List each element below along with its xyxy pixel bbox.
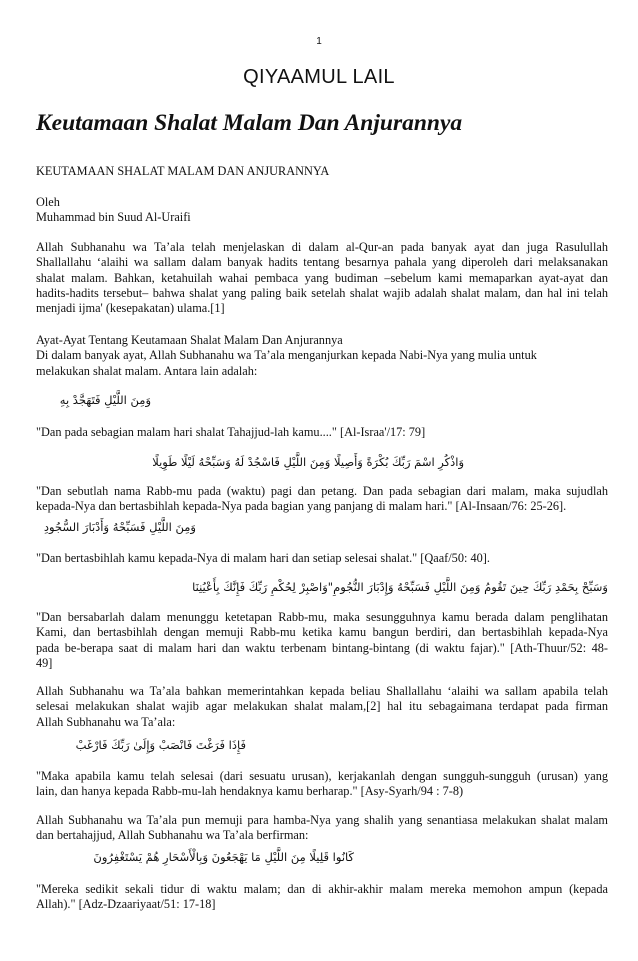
text-line: "Mereka sedikit sekali tidur di waktu malam; dan di akhir-akhir malam mereka memohon ampun (kepada bbox=[36, 882, 608, 896]
text-line: menjadi ijma' (kesepakatan) ulama.[1] bbox=[36, 301, 225, 316]
text-line: shalat malam. Bahkan, ketahuilah wahai pembaca yang budiman –sebelum kami memaparkan ayat-ayat dan bbox=[36, 270, 608, 285]
text-line: "Dan bersabarlah dalam menunggu ketetapan Rabb-mu, maka sesungguhnya kamu berada dalam penglihatan bbox=[36, 610, 608, 624]
page-number: 1 bbox=[316, 36, 322, 47]
arabic-verse: وَاذْكُرِ اسْمَ رَبِّكَ بُكْرَةً وَأَصِيلًا وَمِنَ اللَّيْلِ فَاسْجُدْ لَهُ وَسَبِّحْهُ لَيْلًا طَوِيلًا bbox=[152, 455, 464, 469]
document-title: QIYAAMUL LAIL bbox=[243, 66, 395, 88]
translation-paragraph bbox=[36, 769, 608, 800]
text-line: Shallallahu ‘alaihi wa sallam dalam banyak hadits tentang besarnya pahala yang diperoleh dari melaksanakan bbox=[36, 255, 608, 270]
text-line: 49] bbox=[36, 655, 53, 670]
section-paragraph bbox=[36, 333, 608, 379]
arabic-verse: وَمِنَ اللَّيْلِ فَسَبِّحْهُ وَأَدْبَارَ السُّجُودِ bbox=[43, 520, 196, 534]
translation-paragraph bbox=[36, 484, 608, 515]
text-line: Allah)." [Adz-Dzaariyaat/51: 17-18] bbox=[36, 897, 216, 912]
text-line: "Dan pada sebagian malam hari shalat Tahajjud-lah kamu...." [Al-Israa'/17: 79] bbox=[36, 425, 426, 439]
arabic-verse: وَمِنَ اللَّيْلِ فَتَهَجَّدْ بِهِ bbox=[59, 393, 151, 407]
arabic-verse: فَإِذَا فَرَغْتَ فَانْصَبْ وَإِلَىٰ رَبِّكَ فَارْغَبْ bbox=[75, 738, 246, 752]
text-line: melakukan shalat malam. Antara lain adalah: bbox=[36, 363, 258, 378]
author-block bbox=[36, 195, 608, 226]
text-line: Di dalam banyak ayat, Allah Subhanahu wa Ta’ala menganjurkan kepada Nabi-Nya yang mulia untuk bbox=[36, 348, 537, 363]
translation-paragraph bbox=[36, 610, 608, 671]
text-line: hadits-hadits tersebut– bahwa shalat yang paling baik setelah shalat wajib adalah shalat malam, dan hal ini telah bbox=[36, 285, 608, 300]
author-label: Oleh bbox=[36, 195, 60, 209]
text-line: Allah Subhanahu wa Ta’ala bahkan memerintahkan kepada beliau Shallallahu ‘alaihi wa sallam apabila telah bbox=[36, 684, 608, 698]
text-line: "Dan bertasbihlah kamu kepada-Nya di malam hari dan setiap selesai shalat." [Qaaf/50: 40]. bbox=[36, 551, 490, 565]
translation-paragraph bbox=[36, 882, 608, 913]
body-paragraph bbox=[36, 813, 608, 844]
text-line: lain, dan hanya kepada Rabb-mu-lah hendaknya kamu berharap." [Asy-Syarh/94 : 7-8) bbox=[36, 784, 464, 799]
intro-paragraph bbox=[36, 240, 608, 316]
heading-caps: KEUTAMAAN SHALAT MALAM DAN ANJURANNYA bbox=[36, 164, 330, 178]
text-line: Allah Subhanahu wa Ta’ala telah menjelaskan di dalam al-Qur-an pada banyak ayat dan juga Rasulullah bbox=[36, 240, 608, 254]
text-line: "Maka apabila kamu telah selesai (dari sesuatu urusan), kerjakanlah dengan sungguh-sungguh (urusan) yang bbox=[36, 769, 608, 783]
translation-paragraph bbox=[36, 425, 608, 440]
section-heading: Ayat-Ayat Tentang Keutamaan Shalat Malam Dan Anjurannya bbox=[36, 333, 343, 347]
arabic-verse: كَانُوا قَلِيلًا مِنَ اللَّيْلِ مَا يَهْجَعُونَ وَبِالْأَسْحَارِ هُمْ يَسْتَغْفِرُونَ bbox=[93, 850, 354, 864]
text-line: Kami, dan bertasbihlah dengan memuji Rabb-mu ketika kamu bangun berdiri, dan bertasbihlah kepada-Nya bbox=[36, 625, 608, 640]
text-line: Allah Subhanahu wa Ta’ala pun memuji para hamba-Nya yang shalih yang senantiasa melakukan shalat malam bbox=[36, 813, 608, 827]
body-paragraph bbox=[36, 684, 608, 730]
text-line: dan bertahajjud, Allah Subhanahu wa Ta’ala berfirman: bbox=[36, 828, 309, 843]
arabic-verse: وَسَبِّحْ بِحَمْدِ رَبِّكَ حِينَ تَقُومُ وَمِنَ اللَّيْلِ فَسَبِّحْهُ وَإِدْبَارَ النُّجُومِ"وَاصْبِرْ لِحُكْمِ رَبِّكَ فَإِنَّكَ بِأَعْيُنِنَا bbox=[192, 580, 608, 594]
text-line: selesai melakukan shalat wajib agar melakukan shalat malam,[2] hal itu sebagaimana terdapat pada firman bbox=[36, 699, 608, 714]
text-line: kepada-Nya dan bertasbihlah kepada-Nya pada bagian yang panjang di malam hari." [Al-Insaan/76: 25-26]. bbox=[36, 499, 567, 514]
text-line: "Dan sebutlah nama Rabb-mu pada (waktu) pagi dan petang. Dan pada sebagian dari malam, maka sujudlah bbox=[36, 484, 608, 498]
author-name: Muhammad bin Suud Al-Uraifi bbox=[36, 210, 191, 225]
text-line: pada be-berapa saat di malam hari dan waktu terbenam bintang-bintang (di waktu fajar)." [Ath-Thuur/52: 48- bbox=[36, 640, 608, 655]
translation-paragraph bbox=[36, 551, 608, 566]
text-line: Allah Subhanahu wa Ta’ala: bbox=[36, 714, 176, 729]
article-subtitle: Keutamaan Shalat Malam Dan Anjurannya bbox=[36, 110, 463, 136]
